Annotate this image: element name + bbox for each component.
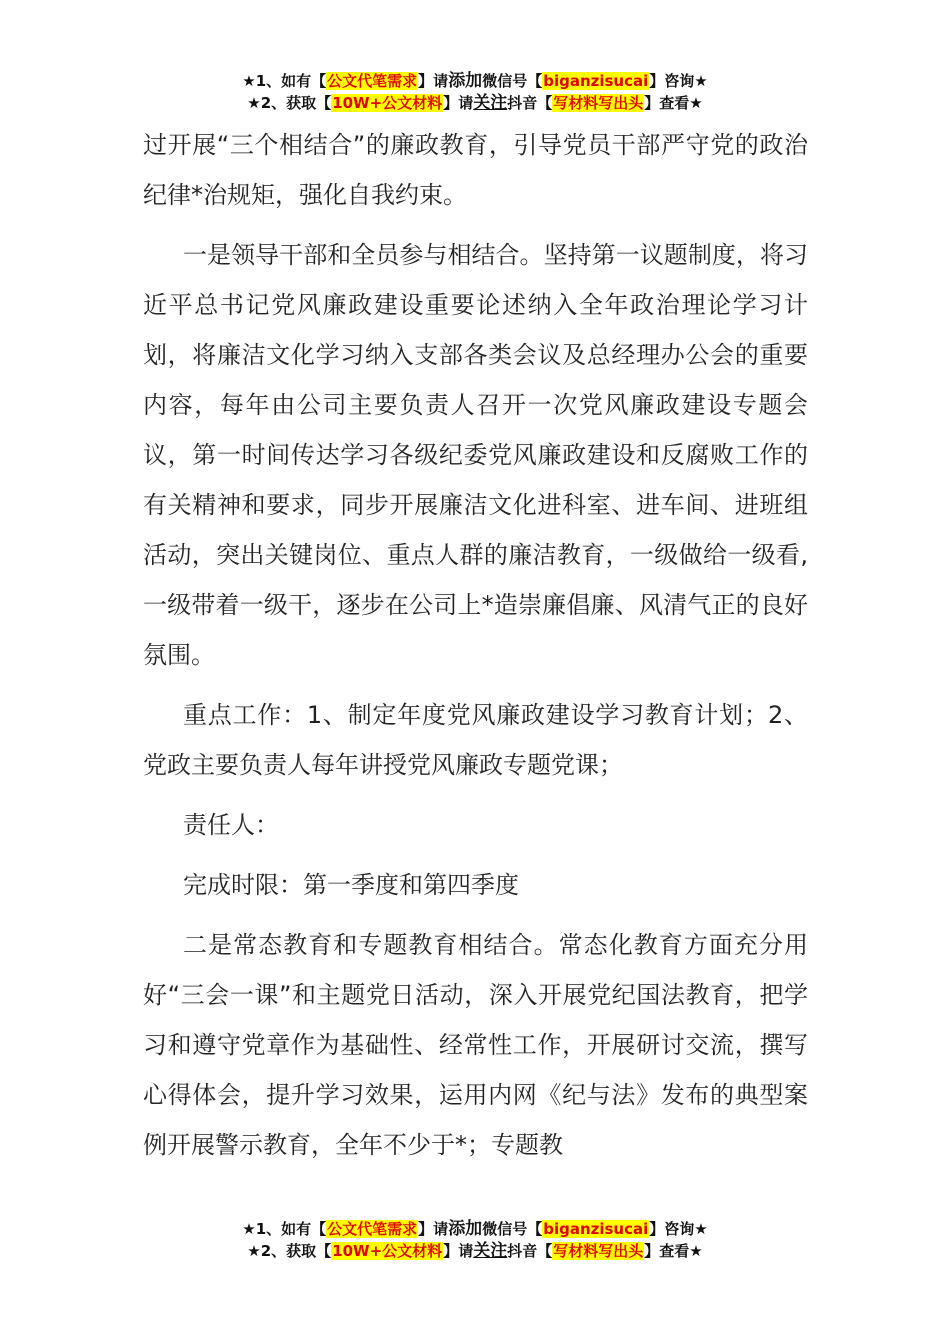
banner-highlight: 写材料写出头 bbox=[553, 94, 644, 112]
banner-line-2 bbox=[0, 1240, 950, 1262]
paragraph-regular-education: 二是常态教育和专题教育相结合。常态化教育方面充分用好“三会一课”和主题党日活动，深入开展党纪国法教育，把学习和遵守党章作为基础性、经常性工作，开展研讨交流，撰写心得体会，提升学习效果，运用内网《纪与法》发布的典型案例开展警示教育，全年不少于*；专题教 bbox=[143, 931, 808, 1159]
banner-text: ★1、如有【 bbox=[242, 72, 327, 90]
banner-emphasis: 关注 bbox=[473, 93, 508, 113]
banner-highlight: biganzisucai bbox=[543, 1220, 649, 1238]
banner-text: 】咨询★ bbox=[649, 72, 708, 90]
banner-text: 】咨询★ bbox=[649, 1220, 708, 1238]
paragraph-responsible-person: 责任人： bbox=[183, 811, 279, 839]
banner-text: 】请 bbox=[418, 1220, 449, 1238]
paragraph-key-tasks: 重点工作：1、制定年度党风廉政建设学习教育计划；2、党政主要负责人每年讲授党风廉政专题党课； bbox=[143, 701, 808, 779]
banner-highlight: 10W+公文材料 bbox=[332, 1242, 443, 1260]
banner-line-1 bbox=[0, 1218, 950, 1240]
banner-highlight: biganzisucai bbox=[543, 72, 649, 90]
banner-text: 】查看★ bbox=[644, 1242, 703, 1260]
banner-text: 抖音【 bbox=[507, 94, 553, 112]
banner-text: ★1、如有【 bbox=[242, 1220, 327, 1238]
paragraph-leadership: 一是领导干部和全员参与相结合。坚持第一议题制度，将习近平总书记党风廉政建设重要论述纳入全年政治理论学习计划，将廉洁文化学习纳入支部各类会议及总经理办公会的重要内容，每年由公司主要负责人召开一次党风廉政建设专题会议，第一时间传达学习各级纪委党风廉政建设和反腐败工作的有关精神和要求，同步开展廉洁文化进科室、进车间、进班组活动，突出关键岗位、重点人群的廉洁教育，一级做给一级看,一级带着一级干，逐步在公司上*造崇廉倡廉、风清气正的良好氛围。 bbox=[143, 241, 808, 669]
banner-text: 微信号【 bbox=[482, 72, 543, 90]
banner-text: 微信号【 bbox=[482, 1220, 543, 1238]
banner-text: 】查看★ bbox=[644, 94, 703, 112]
banner-text: 】请 bbox=[443, 1242, 474, 1260]
banner-highlight: 写材料写出头 bbox=[553, 1242, 644, 1260]
document-body bbox=[143, 120, 808, 1170]
banner-text: ★2、获取【 bbox=[247, 94, 332, 112]
banner-line-1 bbox=[0, 70, 950, 92]
banner-text: 】请 bbox=[443, 94, 474, 112]
paragraph-deadline: 完成时限：第一季度和第四季度 bbox=[183, 871, 519, 899]
paragraph-continuation: 过开展“三个相结合”的廉政教育，引导党员干部严守党的政治纪律*治规矩，强化自我约束。 bbox=[143, 131, 808, 209]
banner-line-2 bbox=[0, 92, 950, 114]
banner-highlight: 公文代笔需求 bbox=[327, 72, 418, 90]
header-banner bbox=[0, 70, 950, 114]
banner-text: 】请 bbox=[418, 72, 449, 90]
banner-text: 抖音【 bbox=[507, 1242, 553, 1260]
banner-highlight: 公文代笔需求 bbox=[327, 1220, 418, 1238]
banner-emphasis: 添加 bbox=[448, 1219, 483, 1239]
footer-banner bbox=[0, 1218, 950, 1262]
banner-highlight: 10W+公文材料 bbox=[332, 94, 443, 112]
banner-emphasis: 添加 bbox=[448, 71, 483, 91]
banner-emphasis: 关注 bbox=[473, 1241, 508, 1261]
banner-text: ★2、获取【 bbox=[247, 1242, 332, 1260]
